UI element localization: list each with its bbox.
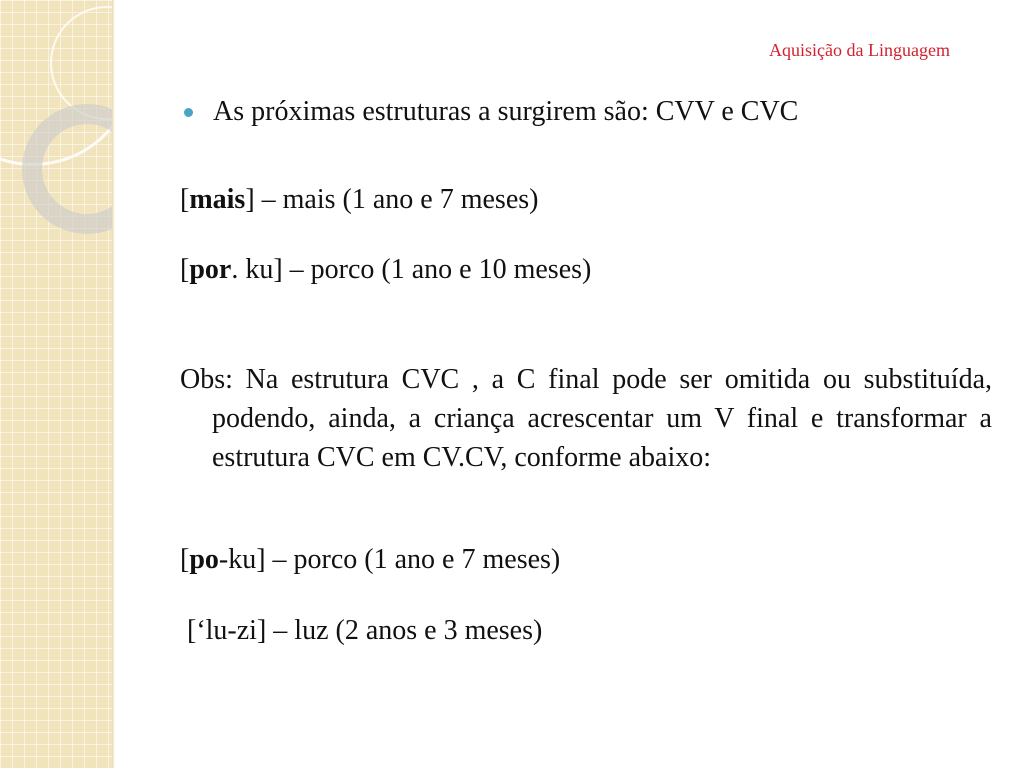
slide-header-title: Aquisição da Linguagem bbox=[769, 40, 950, 60]
example-text: -ku] – porco (1 ano e 7 meses) bbox=[218, 544, 561, 575]
bullet-item bbox=[184, 96, 798, 128]
example-line bbox=[180, 254, 591, 286]
example-text: . ku] – porco (1 ano e 10 meses) bbox=[231, 254, 592, 285]
decorative-sidebar bbox=[0, 0, 112, 768]
example-line bbox=[180, 544, 560, 576]
example-bold-syllable: po bbox=[189, 544, 219, 575]
example-bracket: [ bbox=[180, 544, 190, 575]
observation-paragraph: Obs: Na estrutura CVC , a C final pode ser omitida ou substituída, podendo, ainda, a criança acrescentar um V final e transformar a estrutura CVC em CV.CV, conforme abaixo: bbox=[180, 364, 992, 473]
example-bold-syllable: por bbox=[189, 254, 232, 285]
example-line bbox=[180, 615, 542, 647]
example-line bbox=[180, 184, 538, 216]
example-bracket: [ bbox=[180, 254, 190, 285]
sidebar-edge bbox=[112, 0, 115, 768]
example-text: ] – mais (1 ano e 7 meses) bbox=[245, 184, 539, 215]
bullet-dot-icon bbox=[184, 108, 193, 117]
example-bracket: [ bbox=[180, 184, 190, 215]
bullet-text: As próximas estruturas a surgirem são: CVV e CVC bbox=[213, 96, 799, 127]
example-bold-syllable: mais bbox=[189, 184, 246, 215]
example-text: [‘lu-zi] – luz (2 anos e 3 meses) bbox=[180, 615, 543, 646]
